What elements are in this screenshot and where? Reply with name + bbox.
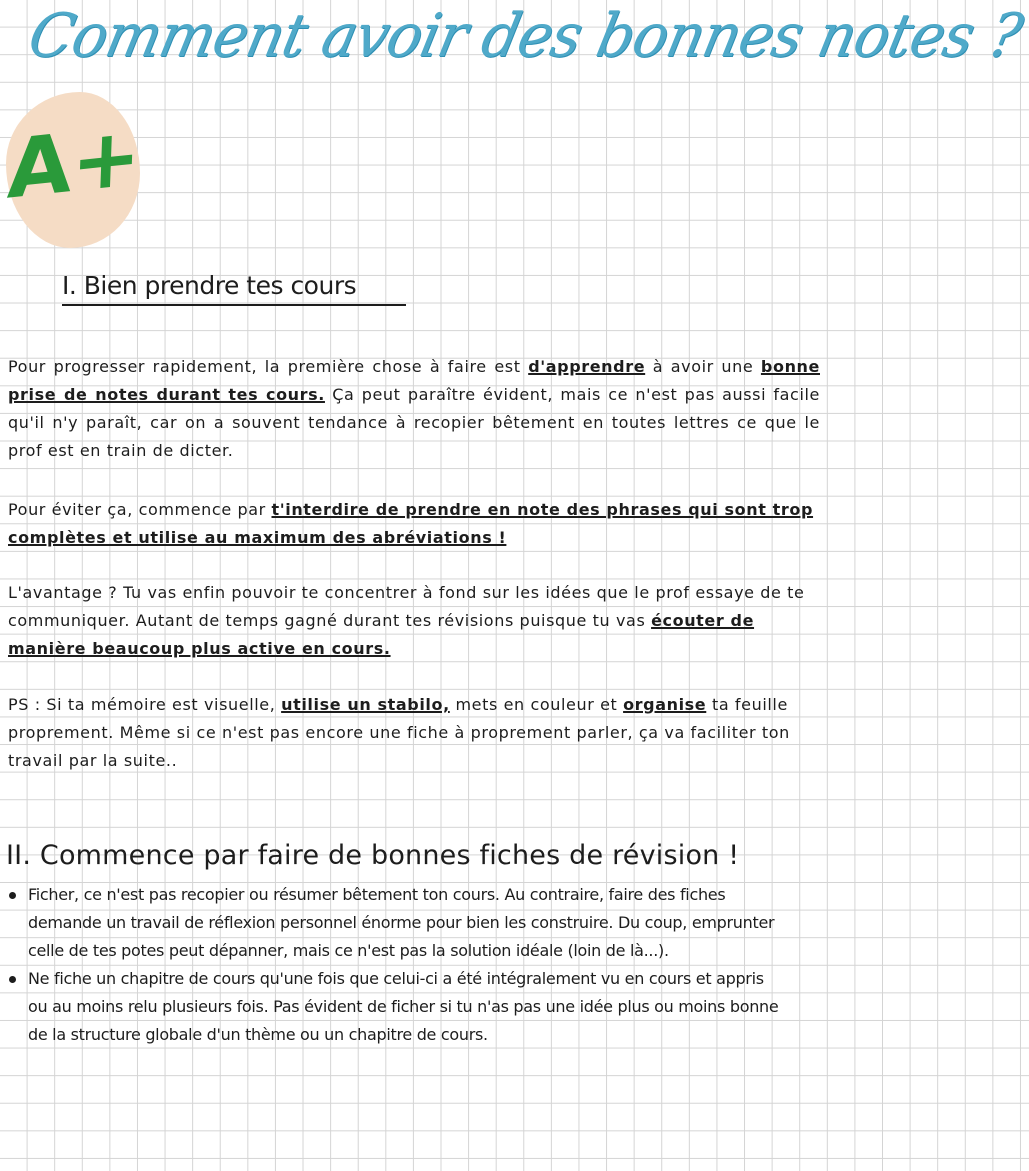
- p1-text-a: Pour progresser rapidement, la première chose à faire est: [8, 357, 529, 376]
- p4-text-a: PS : Si ta mémoire est visuelle,: [8, 695, 282, 714]
- p4-emphasis-d: organise: [623, 695, 707, 714]
- p1-emphasis-d: bonne prise de notes durant tes cours.: [8, 357, 820, 404]
- p2-text-a: Pour éviter ça, commence par: [8, 500, 272, 519]
- list-item-line: de la structure globale d'un thème ou un chapitre de cours.: [28, 1025, 488, 1044]
- p1-emphasis-b: d'apprendre: [528, 357, 646, 376]
- p2-emphasis-b: t'interdire de prendre en note des phrases qui sont trop complètes et utilise au maximum des abréviations !: [8, 500, 814, 547]
- p3-emphasis-b: écouter de manière beaucoup plus active en cours.: [8, 611, 755, 658]
- list-item-line: Ficher, ce n'est pas recopier ou résumer bêtement ton cours. Au contraire, faire des fiches: [28, 885, 726, 904]
- list-item-line: demande un travail de réflexion personnel énorme pour bien les construire. Du coup, emprunter: [28, 913, 775, 932]
- section-2-heading: II. Commence par faire de bonnes fiches de révision !: [6, 840, 740, 871]
- paragraph-4: [8, 691, 820, 775]
- paragraph-2: [8, 496, 820, 552]
- paragraph-3: [8, 579, 820, 663]
- tips-list: [0, 881, 828, 1049]
- list-item-line: celle de tes potes peut dépanner, mais ce n'est pas la solution idéale (loin de là...).: [28, 941, 669, 960]
- page-title: Comment avoir des bonnes notes ?: [22, 1, 1028, 71]
- p4-text-e: ta feuille proprement. Même si ce n'est pas encore une fiche à proprement parler, ça va faciliter ton travail par la suite..: [8, 695, 790, 770]
- p4-text-c: mets en couleur et: [449, 695, 624, 714]
- list-item: [0, 965, 828, 1049]
- p4-emphasis-b: utilise un stabilo,: [281, 695, 450, 714]
- grade-badge: A+: [5, 109, 143, 218]
- list-item-line: Ne fiche un chapitre de cours qu'une fois que celui-ci a été intégralement vu en cours et appris: [28, 969, 764, 988]
- list-item-line: ou au moins relu plusieurs fois. Pas évident de ficher si tu n'as pas une idée plus ou moins bonne: [28, 997, 779, 1016]
- list-item: [0, 881, 828, 965]
- p3-text-a: L'avantage ? Tu vas enfin pouvoir te concentrer à fond sur les idées que le prof essaye de te communiquer. Autant de temps gagné durant tes révisions puisque tu vas: [8, 583, 805, 630]
- p1-text-e: Ça peut paraître évident, mais ce n'est pas aussi facile qu'il n'y paraît, car on a souvent tendance à recopier bêtement en toutes lettres ce que le prof est en train de dicter.: [8, 385, 820, 460]
- p1-text-c: à avoir une: [645, 357, 761, 376]
- section-1-heading: I. Bien prendre tes cours: [62, 268, 406, 306]
- paragraph-1: [8, 353, 820, 465]
